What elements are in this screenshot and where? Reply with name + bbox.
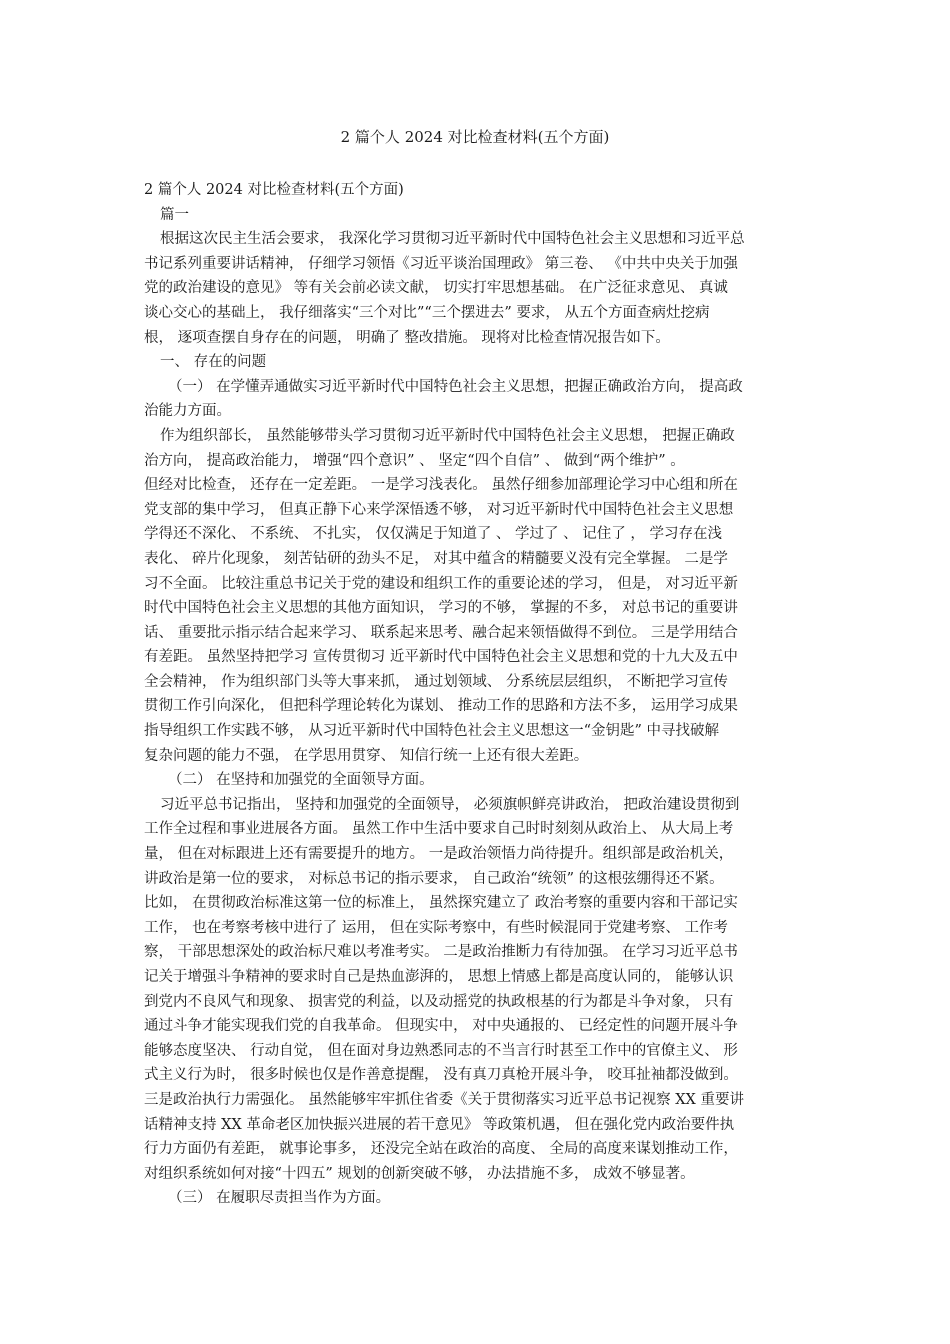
subtitle-line: 2 篇个人 2024 对比检查材料(五个方面): [144, 182, 404, 198]
paragraph-line: 表化、 碎片化现象， 刻苦钻研的劲头不足， 对其中蕴含的精髓要义没有完全掌握。 二是学: [144, 550, 728, 567]
paragraph-line: 根， 逐项查摆自身存在的问题， 明确了 整改措施。 现将对比检查情况报告如下。: [144, 329, 670, 346]
paragraph-line: 对组织系统如何对接“十四五” 规划的创新突破不够， 办法措施不多， 成效不够显著。: [144, 1165, 695, 1182]
subheading-line: （三） 在履职尽责担当作为方面。: [168, 1190, 391, 1207]
paragraph-line: 学得还不深化、 不系统、 不扎实， 仅仅满足于知道了 、 学过了 、 记住了 ， 学习存在浅: [144, 526, 722, 543]
paragraph-line: 量， 但在对标跟进上还有需要提升的地方。 一是政治领悟力尚待提升。组织部是政治机关，: [144, 846, 734, 863]
paragraph-line: 贯彻工作引向深化， 但把科学理论转化为谋划、 推动工作的思路和方法不多， 运用学习成果: [144, 698, 738, 715]
paragraph-line: 党的政治建设的意见》 等有关会前必读文献， 切实打牢思想基础。 在广泛征求意见、 真诚: [144, 280, 728, 297]
paragraph-line: 复杂问题的能力不强， 在学思用贯穿、 知信行统一上还有很大差距。: [144, 747, 589, 764]
paragraph-line: 讲政治是第一位的要求， 对标总书记的指示要求， 自己政治“统领” 的这根弦绷得还不紧。: [144, 870, 724, 887]
paragraph-line: 时代中国特色社会主义思想的其他方面知识， 学习的不够， 掌握的不多， 对总书记的重要讲: [144, 600, 738, 617]
paragraph-line: 察， 干部思想深处的政治标尺难以考准考实。 二是政治推断力有待加强。 在学习习近平总书: [144, 944, 738, 961]
paragraph-line: 指导组织工作实践不够， 从习近平新时代中国特色社会主义思想这一“金钥匙” 中寻找破解: [144, 723, 720, 740]
paragraph-line: 话、 重要批示指示结合起来学习、 联系起来思考、融合起来领悟做得不到位。 三是学用结合: [144, 624, 738, 641]
document-title: 2 篇个人 2024 对比检查材料(五个方面): [340, 128, 610, 146]
paragraph-line: 通过斗争才能实现我们党的自我革命。 但现实中， 对中央通报的、 已经定性的问题开展斗争: [144, 1018, 738, 1035]
paragraph-line: 行力方面仍有差距， 就事论事多， 还没完全站在政治的高度、 全局的高度来谋划推动工作，: [144, 1141, 738, 1158]
document-body: [144, 178, 811, 1211]
paragraph-line: 记关于增强斗争精神的要求时自己是热血澎湃的， 思想上情感上都是高度认同的， 能够认识: [144, 969, 734, 985]
subheading-line: （二） 在坚持和加强党的全面领导方面。: [168, 772, 434, 789]
paragraph-line: 有差距。 虽然坚持把学习 宣传贯彻习 近平新时代中国特色社会主义思想和党的十九大及五中: [144, 649, 738, 666]
paragraph-line: 谈心交心的基础上， 我仔细落实“三个对比”“三个摆进去” 要求， 从五个方面查病灶挖病: [144, 304, 710, 321]
paragraph-line: 作为组织部长， 虽然能够带头学习贯彻习近平新时代中国特色社会主义思想， 把握正确政: [160, 427, 735, 444]
paragraph-line: 到党内不良风气和现象、 损害党的利益，以及动摇党的执政根基的行为都是斗争对象， 只有: [144, 993, 734, 1010]
section-label: 篇一: [160, 206, 189, 223]
subheading-line: （一） 在学懂弄通做实习近平新时代中国特色社会主义思想，把握正确政治方向， 提高政: [168, 378, 743, 395]
paragraph-line: 全会精神， 作为组织部门头等大事来抓， 通过划领域、 分系统层层组织， 不断把学习宣传: [144, 673, 728, 690]
heading-line: 一、 存在的问题: [160, 354, 267, 371]
paragraph-line: 三是政治执行力需强化。 虽然能够牢牢抓住省委《关于贯彻落实习近平总书记视察 XX 重要讲: [144, 1091, 744, 1108]
paragraph-line: 治能力方面。: [144, 403, 231, 420]
paragraph-line: 根据这次民主生活会要求， 我深化学习贯彻习近平新时代中国特色社会主义思想和习近平总: [160, 231, 745, 248]
paragraph-line: 党支部的集中学习， 但真正静下心来学深悟透不够， 对习近平新时代中国特色社会主义思想: [144, 501, 734, 518]
paragraph-line: 工作全过程和事业进展各方面。 虽然工作中生活中要求自己时时刻刻从政治上、 从大局上考: [144, 821, 734, 838]
paragraph-line: 书记系列重要讲话精神， 仔细学习领悟《习近平谈治国理政》 第三卷、 《中共中央关于加强: [144, 255, 738, 272]
paragraph-line: 治方向， 提高政治能力， 增强“四个意识” 、 坚定“四个自信” 、 做到“两个维护” 。: [144, 452, 685, 469]
paragraph-line: 比如， 在贯彻政治标准这第一位的标准上， 虽然探究建立了 政治考察的重要内容和干部记实: [144, 895, 738, 912]
paragraph-line: 习不全面。 比较注重总书记关于党的建设和组织工作的重要论述的学习， 但是， 对习近平新: [144, 575, 738, 592]
paragraph-line: 但经对比检查， 还存在一定差距。 一是学习浅表化。 虽然仔细参加部理论学习中心组和所在: [144, 477, 738, 494]
paragraph-line: 习近平总书记指出， 坚持和加强党的全面领导， 必须旗帜鲜亮讲政治， 把政治建设贯彻到: [160, 796, 740, 813]
paragraph-line: 话精神支持 XX 革命老区加快振兴进展的若干意见》 等政策机遇， 但在强化党内政治要件执: [144, 1116, 735, 1133]
paragraph-line: 式主义行为时， 很多时候也仅是作善意提醒， 没有真刀真枪开展斗争， 咬耳扯袖都没做到。: [144, 1067, 738, 1084]
paragraph-line: 工作， 也在考察考核中进行了 运用， 但在实际考察中，有些时候混同于党建考察、 工作考: [144, 919, 728, 936]
paragraph-line: 能够态度坚决、 行动自觉， 但在面对身边熟悉同志的不当言行时甚至工作中的官僚主义、 形: [144, 1042, 738, 1059]
